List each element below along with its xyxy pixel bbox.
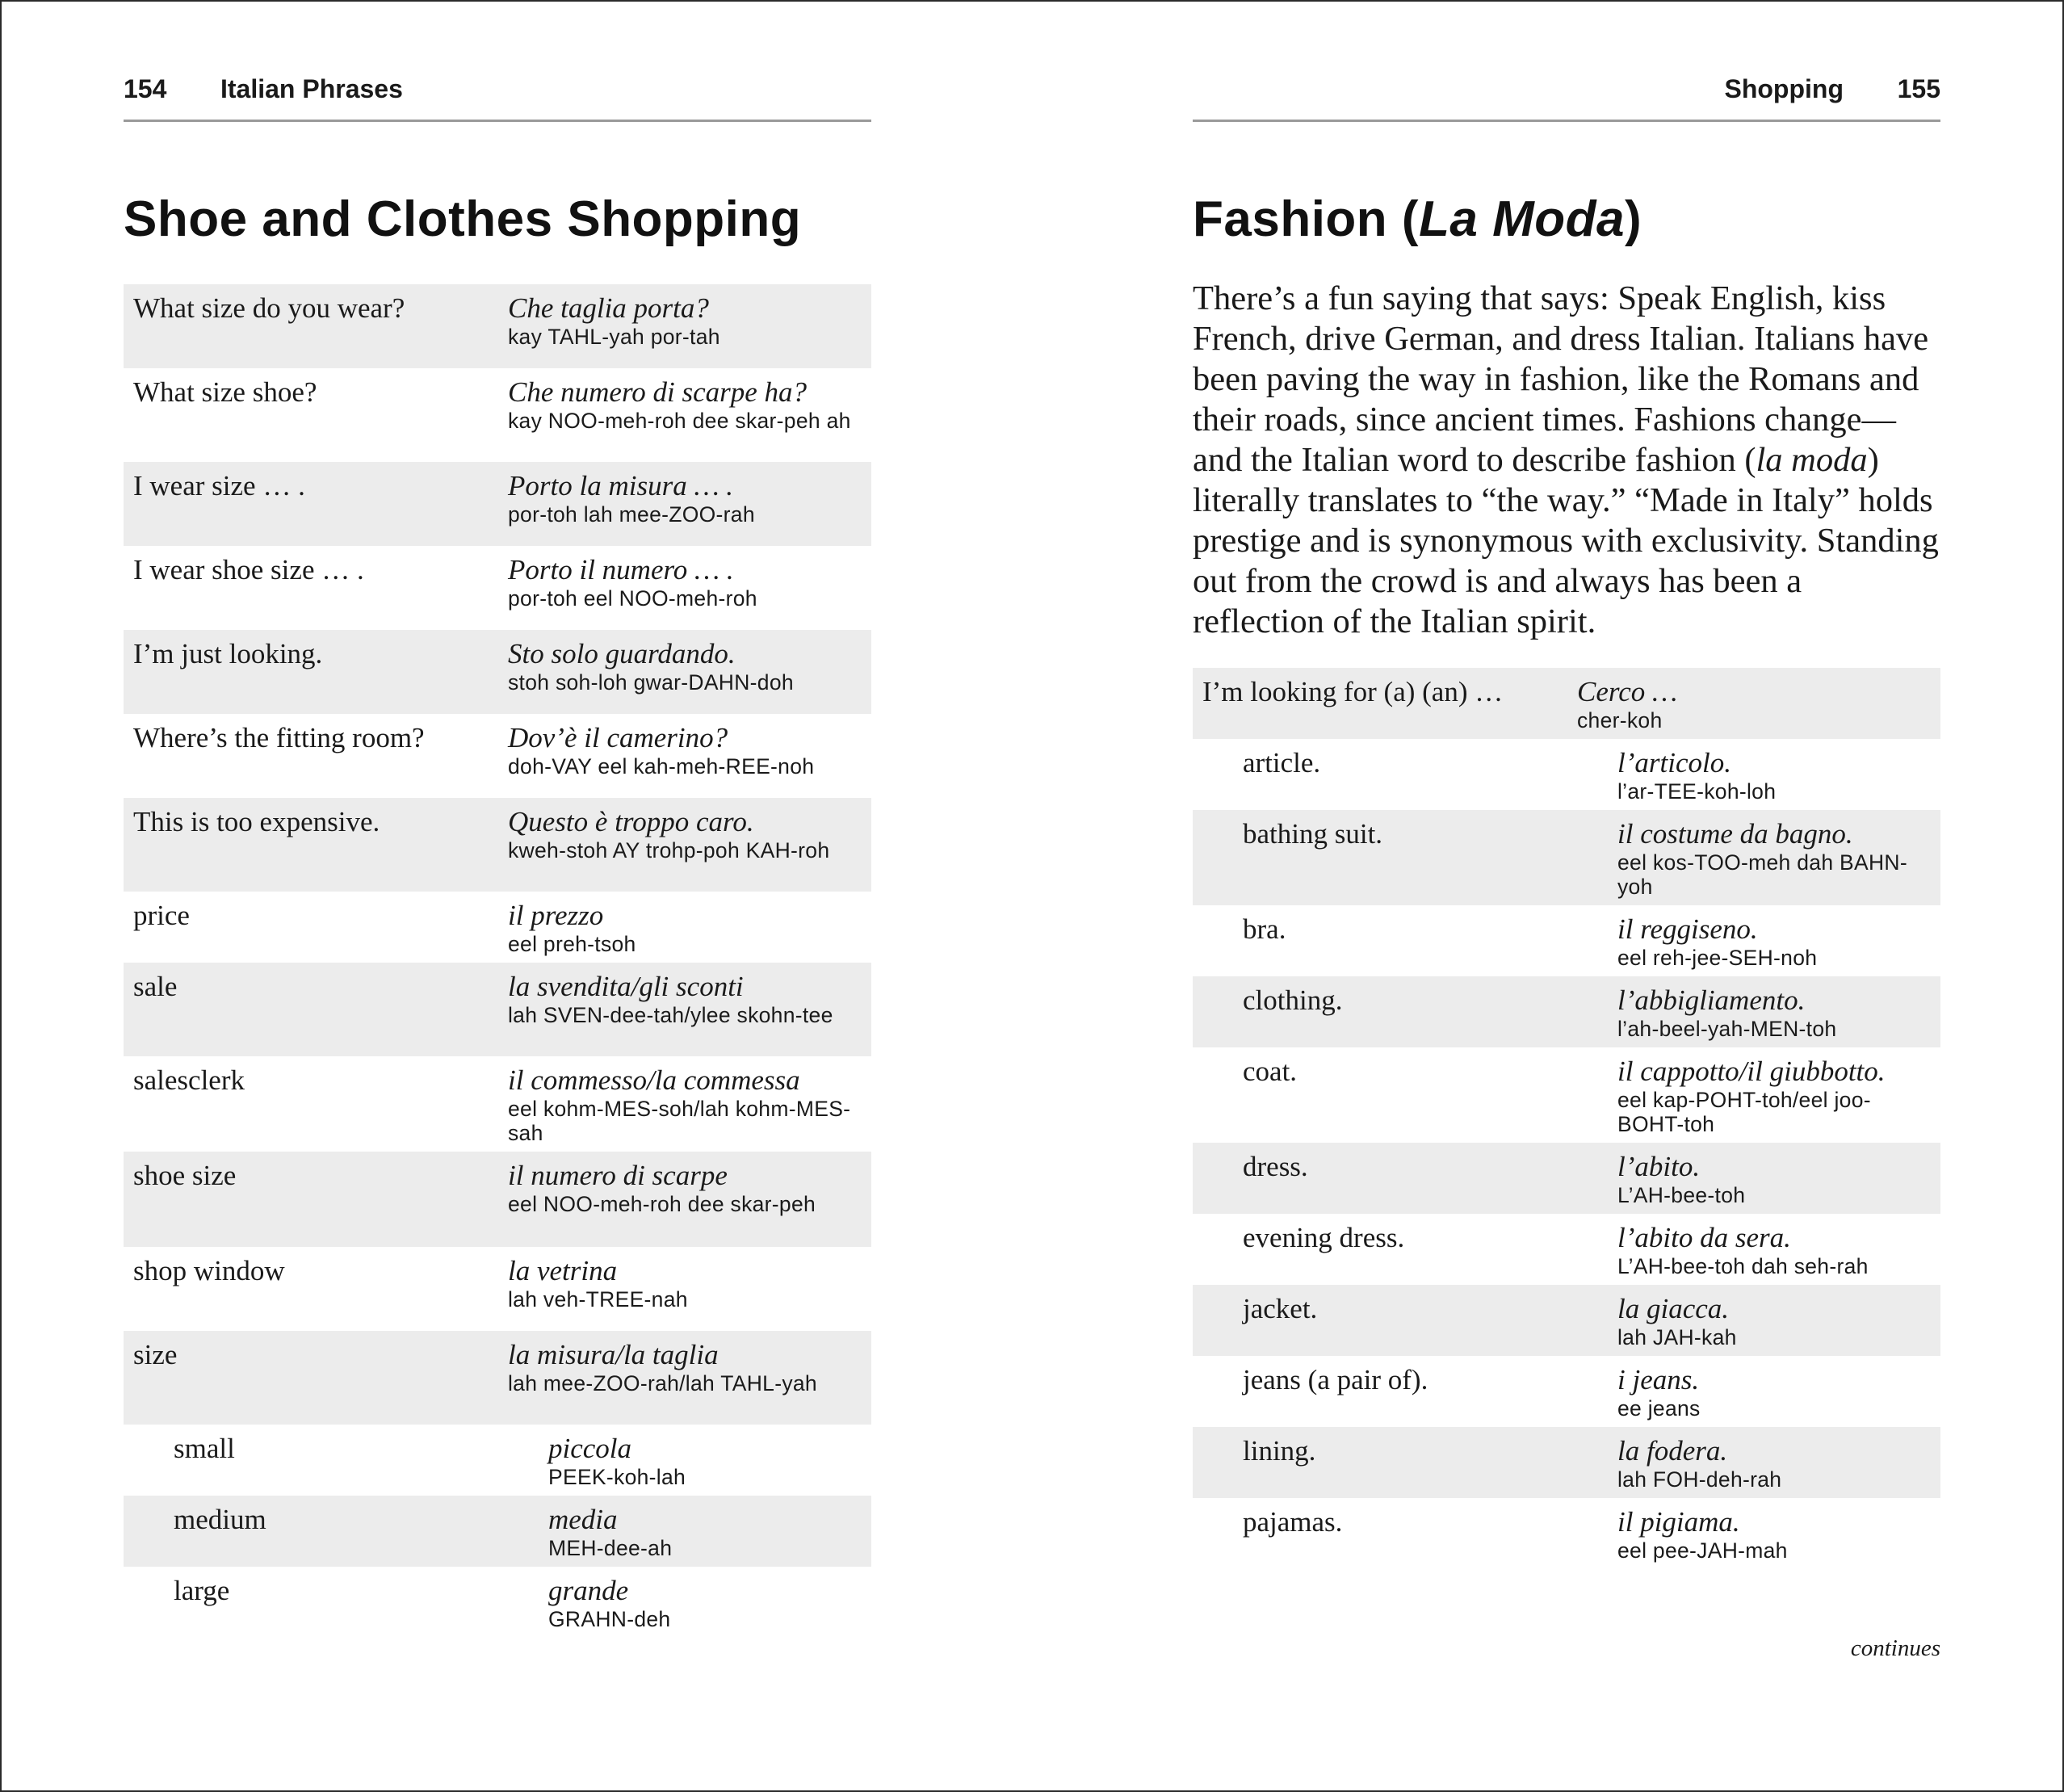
pronunciation: kay TAHL-yah por-tah — [508, 325, 720, 349]
table-row — [124, 1152, 871, 1247]
pronunciation: l’ar-TEE-koh-loh — [1617, 779, 1777, 804]
pronunciation: por-toh lah mee-ZOO-rah — [508, 502, 755, 527]
italian-phrase: il cappotto/il giubbotto. — [1617, 1055, 1886, 1087]
table-row — [1193, 1143, 1940, 1214]
pronunciation: lah veh-TREE-nah — [508, 1287, 688, 1311]
table-row — [124, 1056, 871, 1152]
intro-text-after: ) literally translates to “the way.” “Made in Italy” holds prestige and is synonymous with exclusivity. Standing out from the crowd is and always has been a reflection of the Italian spirit. — [1193, 441, 1939, 640]
table-row — [1193, 905, 1940, 976]
table-row — [124, 963, 871, 1056]
italian-phrase: la giacca. — [1617, 1293, 1730, 1324]
pronunciation: por-toh eel NOO-meh-roh — [508, 586, 757, 611]
table-row — [124, 546, 871, 630]
table-row — [124, 1567, 871, 1638]
italian-phrase: Questo è troppo caro. — [508, 806, 754, 837]
table-row — [1193, 1214, 1940, 1285]
english-phrase: dress. — [1243, 1151, 1308, 1182]
continues-note: continues — [1850, 1635, 1940, 1661]
english-phrase: size — [133, 1339, 178, 1370]
italian-phrase: la fodera. — [1617, 1435, 1728, 1467]
pronunciation: MEH-dee-ah — [548, 1536, 673, 1560]
italian-phrase: la svendita/gli sconti — [508, 971, 744, 1002]
table-row — [124, 1496, 871, 1567]
english-phrase: Where’s the fitting room? — [133, 722, 425, 753]
table-row — [1193, 668, 1940, 739]
english-phrase: salesclerk — [133, 1064, 245, 1096]
italian-phrase: il reggiseno. — [1617, 913, 1758, 945]
italian-phrase: il prezzo — [508, 900, 604, 931]
english-phrase: I’m looking for (a) (an) … — [1202, 676, 1504, 707]
pronunciation: PEEK-koh-lah — [548, 1465, 686, 1489]
table-row — [124, 1331, 871, 1425]
english-phrase: pajamas. — [1243, 1506, 1343, 1538]
running-head-right — [1193, 74, 1940, 122]
pronunciation: lah FOH-deh-rah — [1617, 1467, 1782, 1492]
section-title-shoe-clothes: Shoe and Clothes Shopping — [124, 191, 802, 247]
italian-phrase: Che numero di scarpe ha? — [508, 376, 808, 408]
pronunciation: lah mee-ZOO-rah/lah TAHL-yah — [508, 1371, 817, 1395]
english-phrase: clothing. — [1243, 984, 1343, 1016]
english-phrase: bathing suit. — [1243, 818, 1383, 850]
english-phrase: article. — [1243, 747, 1321, 778]
pronunciation: eel kap-POHT-toh/eel joo-BOHT-toh — [1617, 1088, 1871, 1136]
italian-phrase: il numero di scarpe — [508, 1160, 728, 1191]
pronunciation: kay NOO-meh-roh dee skar-peh ah — [508, 409, 851, 433]
italian-phrase: i jeans. — [1617, 1364, 1700, 1395]
table-row — [124, 284, 871, 368]
pronunciation: ee jeans — [1617, 1396, 1701, 1421]
table-row — [1193, 976, 1940, 1047]
italian-phrase: l’articolo. — [1617, 747, 1731, 778]
italian-phrase: Dov’è il camerino? — [508, 722, 728, 753]
italian-phrase: piccola — [548, 1433, 632, 1464]
english-phrase: I’m just looking. — [133, 638, 323, 669]
table-row — [1193, 1427, 1940, 1498]
section-title-fashion — [1193, 191, 1642, 248]
pronunciation: eel kos-TOO-meh dah BAHN-yoh — [1617, 850, 1907, 899]
italian-phrase: media — [548, 1504, 618, 1535]
pronunciation: l’ah-beel-yah-MEN-toh — [1617, 1017, 1837, 1041]
pronunciation: eel kohm-MES-soh/lah kohm-MES-sah — [508, 1097, 851, 1145]
english-phrase: I wear shoe size … . — [133, 554, 364, 585]
english-phrase: jacket. — [1243, 1293, 1318, 1324]
intro-paragraph — [1193, 279, 1940, 642]
intro-text-italic: la moda — [1756, 441, 1868, 479]
title-text: Fashion ( — [1193, 191, 1420, 247]
italian-phrase: Sto solo guardando. — [508, 638, 736, 669]
running-head-left — [124, 74, 871, 122]
italian-phrase: la vetrina — [508, 1255, 618, 1286]
italian-phrase: Cerco … — [1577, 676, 1678, 707]
english-phrase: This is too expensive. — [133, 806, 380, 837]
table-row — [1193, 739, 1940, 810]
pronunciation: stoh soh-loh gwar-DAHN-doh — [508, 670, 794, 695]
table-row — [124, 798, 871, 892]
english-phrase: shop window — [133, 1255, 285, 1286]
english-phrase: bra. — [1243, 913, 1286, 945]
title-close-paren: ) — [1625, 191, 1642, 247]
english-phrase: jeans (a pair of). — [1243, 1364, 1428, 1395]
english-phrase: price — [133, 900, 190, 931]
pronunciation: lah SVEN-dee-tah/ylee skohn-tee — [508, 1003, 833, 1027]
pronunciation: eel NOO-meh-roh dee skar-peh — [508, 1192, 816, 1216]
title-italic-text: La Moda — [1419, 191, 1626, 247]
english-phrase: coat. — [1243, 1055, 1298, 1087]
running-head-label-left: Italian Phrases — [220, 74, 403, 103]
english-phrase: What size do you wear? — [133, 292, 405, 324]
italian-phrase: Che taglia porta? — [508, 292, 709, 324]
table-row — [1193, 1047, 1940, 1143]
italian-phrase: l’abito da sera. — [1617, 1222, 1791, 1253]
italian-phrase: Porto il numero … . — [508, 554, 734, 585]
italian-phrase: il commesso/la commessa — [508, 1064, 800, 1096]
running-head-label-right: Shopping — [1724, 74, 1844, 103]
english-phrase: small — [174, 1433, 235, 1464]
table-row — [1193, 1356, 1940, 1427]
english-phrase: large — [174, 1575, 230, 1606]
phrase-table-left — [124, 284, 871, 1638]
italian-phrase: la misura/la taglia — [508, 1339, 719, 1370]
pronunciation: L’AH-bee-toh — [1617, 1183, 1746, 1207]
italian-phrase: il costume da bagno. — [1617, 818, 1853, 850]
pronunciation: doh-VAY eel kah-meh-REE-noh — [508, 754, 815, 778]
english-phrase: lining. — [1243, 1435, 1316, 1467]
table-row — [1193, 810, 1940, 905]
italian-phrase: Porto la misura … . — [508, 470, 734, 502]
table-row — [124, 462, 871, 546]
english-phrase: sale — [133, 971, 178, 1002]
english-phrase: shoe size — [133, 1160, 237, 1191]
italian-phrase: il pigiama. — [1617, 1506, 1740, 1538]
table-row — [124, 892, 871, 963]
pronunciation: GRAHN-deh — [548, 1607, 671, 1631]
table-row — [124, 1247, 871, 1331]
pronunciation: eel preh-tsoh — [508, 932, 636, 956]
pronunciation: lah JAH-kah — [1617, 1325, 1737, 1349]
italian-phrase: l’abito. — [1617, 1151, 1701, 1182]
pronunciation: eel pee-JAH-mah — [1617, 1538, 1788, 1563]
page-number-left: 154 — [124, 74, 167, 103]
pronunciation: cher-koh — [1577, 708, 1663, 732]
table-row — [124, 368, 871, 462]
english-phrase: medium — [174, 1504, 266, 1535]
table-row — [124, 714, 871, 798]
table-row — [124, 630, 871, 714]
table-row — [1193, 1285, 1940, 1356]
phrase-table-right — [1193, 668, 1940, 1569]
english-phrase: What size shoe? — [133, 376, 317, 408]
english-phrase: evening dress. — [1243, 1222, 1405, 1253]
page-number-right: 155 — [1897, 74, 1940, 103]
english-phrase: I wear size … . — [133, 470, 305, 502]
pronunciation: kweh-stoh AY trohp-poh KAH-roh — [508, 838, 830, 862]
italian-phrase: l’abbigliamento. — [1617, 984, 1806, 1016]
table-row — [1193, 1498, 1940, 1569]
italian-phrase: grande — [548, 1575, 629, 1606]
intro-text-before: There’s a fun saying that says: Speak English, kiss French, drive German, and dress Italian. Italians have been paving the way in fashion, like the Romans and their roads, since ancient times. Fashions change—and the Italian word to describe fashion ( — [1193, 279, 1929, 479]
pronunciation: L’AH-bee-toh dah seh-rah — [1617, 1254, 1869, 1278]
pronunciation: eel reh-jee-SEH-noh — [1617, 946, 1818, 970]
table-row — [124, 1425, 871, 1496]
